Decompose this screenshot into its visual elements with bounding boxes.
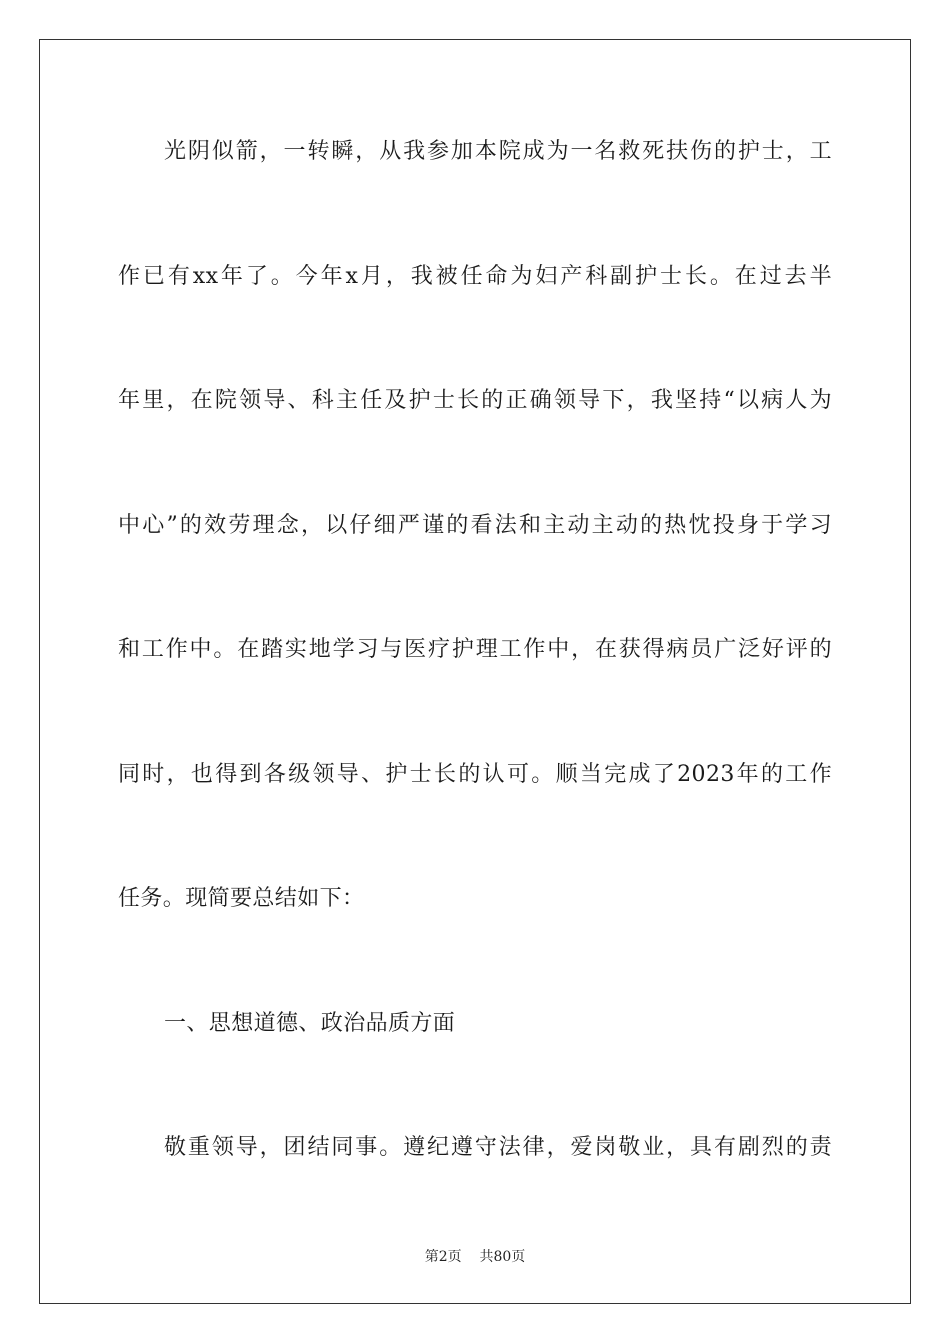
page-border — [39, 39, 911, 1304]
paragraph-line: 和工作中。在踏实地学习与医疗护理工作中，在获得病员广泛好评的 — [118, 637, 832, 662]
page-number: 第2页 — [424, 1249, 462, 1265]
paragraph-line: 中心”的效劳理念，以仔细严谨的看法和主动主动的热忱投身于学习 — [118, 513, 832, 538]
paragraph-line: 任务。现简要总结如下： — [118, 886, 365, 911]
paragraph-line: 年里，在院领导、科主任及护士长的正确领导下，我坚持“以病人为 — [118, 388, 832, 413]
paragraph-line: 敬重领导，团结同事。遵纪遵守法律，爱岗敬业，具有剧烈的责 — [164, 1135, 832, 1160]
page-footer — [0, 1248, 950, 1266]
page-total: 共80页 — [479, 1249, 526, 1265]
paragraph-line: 同时，也得到各级领导、护士长的认可。顺当完成了2023年的工作 — [118, 762, 832, 787]
paragraph-line: 光阴似箭，一转瞬，从我参加本院成为一名救死扶伤的护士，工 — [164, 139, 832, 164]
section-heading: 一、思想道德、政治品质方面 — [164, 1011, 456, 1036]
paragraph-line: 作已有xx年了。今年x月，我被任命为妇产科副护士长。在过去半 — [118, 264, 832, 289]
